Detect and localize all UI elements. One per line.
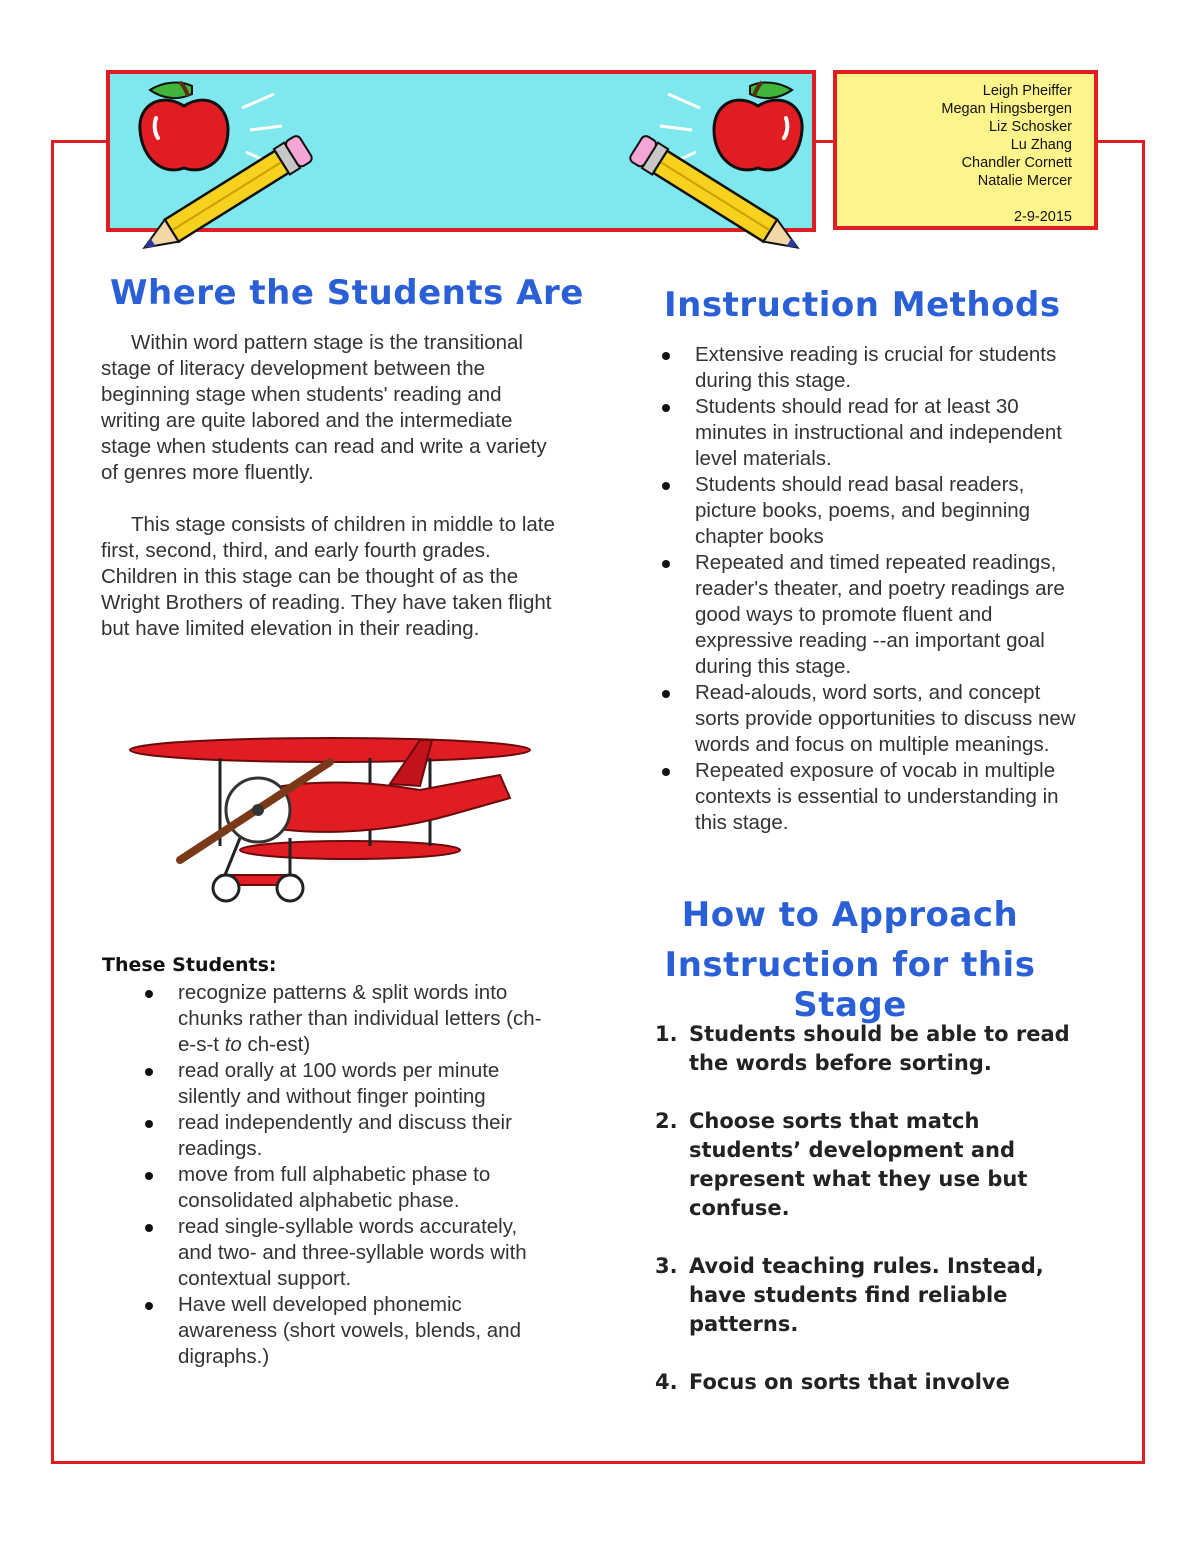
author-name: Liz Schosker	[988, 119, 1072, 135]
list-item: Repeated exposure of vocab in multiple contexts is essential to understanding in this stage.	[695, 758, 1080, 836]
instruction-methods-heading: Instruction Methods	[664, 285, 1061, 325]
these-students-label: These Students:	[102, 954, 277, 976]
paragraph: This stage consists of children in middle to late first, second, third, and early fourth grades. Children in this stage can be thought of as the Wright Brothers of reading. They have taken flight but have limited elevation in their reading.	[101, 513, 555, 640]
header-banner	[106, 70, 816, 232]
list-item: Students should read for at least 30 minutes in instructional and independent level materials.	[695, 394, 1080, 472]
students-list	[102, 980, 542, 1370]
steps-list	[655, 1020, 1079, 1397]
author-name: Natalie Mercer	[977, 173, 1072, 189]
apple-pencil-left-icon	[122, 78, 322, 253]
where-students-heading: Where the Students Are	[110, 273, 584, 313]
list-item: Extensive reading is crucial for students during this stage.	[695, 342, 1080, 394]
document-date: 2-9-2015	[1013, 209, 1072, 225]
stage-description	[101, 330, 561, 642]
approach-heading-line-1: How to Approach	[681, 895, 1019, 935]
authors-box	[833, 70, 1098, 230]
approach-steps	[655, 1020, 1079, 1426]
author-name: Megan Hingsbergen	[941, 101, 1072, 117]
these-students-section	[102, 952, 542, 1370]
list-item: 1. Students should be able to read the words before sorting.	[655, 1022, 1070, 1075]
author-name: Leigh Pheiffer	[982, 83, 1072, 99]
author-name: Chandler Cornett	[961, 155, 1072, 171]
list-item: Repeated and timed repeated readings, reader's theater, and poetry readings are good ways to promote fluent and expressive reading --an important goal during this stage.	[695, 550, 1080, 680]
instruction-methods-section	[695, 342, 1080, 836]
list-item: Have well developed phonemic awareness (short vowels, blends, and digraphs.)	[178, 1292, 542, 1370]
list-item: move from full alphabetic phase to consolidated alphabetic phase.	[178, 1162, 542, 1214]
paragraph: Within word pattern stage is the transitional stage of literacy development between the beginning stage when students' reading and writing are quite labored and the intermediate stage when students can read and write a variety of genres more fluently.	[101, 331, 547, 484]
list-item: read single-syllable words accurately, and two- and three-syllable words with contextual support.	[178, 1214, 542, 1292]
list-item: read independently and discuss their readings.	[178, 1110, 542, 1162]
list-item: Read-alouds, word sorts, and concept sorts provide opportunities to discuss new words and focus on multiple meanings.	[695, 680, 1080, 758]
approach-heading-line-2: Instruction for this Stage	[664, 945, 1036, 1025]
list-item: read orally at 100 words per minute silently and without finger pointing	[178, 1058, 542, 1110]
list-item: recognize patterns & split words into chunks rather than individual letters (ch-e-s-t to ch-est)	[178, 980, 542, 1058]
biplane-icon	[120, 720, 540, 920]
apple-pencil-right-icon	[620, 78, 820, 253]
methods-list	[695, 342, 1080, 836]
list-item: 3. Avoid teaching rules. Instead, have students find reliable patterns.	[655, 1254, 1044, 1336]
author-name: Lu Zhang	[1010, 137, 1072, 153]
list-item: 2. Choose sorts that match students’ development and represent what they use but confuse.	[655, 1109, 1028, 1220]
list-item: 4. Focus on sorts that involve	[655, 1370, 1010, 1394]
list-item: Students should read basal readers, picture books, poems, and beginning chapter books	[695, 472, 1080, 550]
